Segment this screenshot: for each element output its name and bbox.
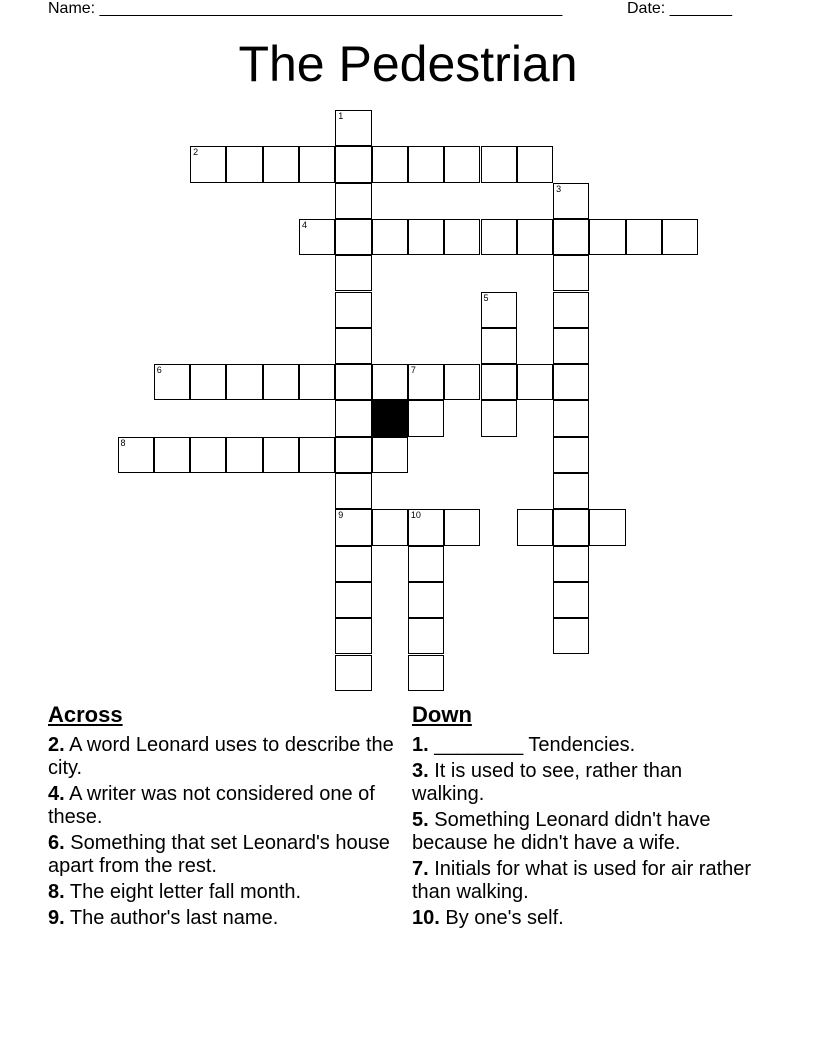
clue-number: 6	[156, 365, 162, 376]
grid-cell[interactable]	[408, 509, 444, 545]
grid-cell[interactable]	[335, 582, 371, 618]
grid-cell[interactable]	[553, 437, 589, 473]
clue-item-text: It is used to see, rather than walking.	[412, 760, 683, 805]
clue-number: 4	[302, 219, 308, 230]
grid-cell[interactable]	[299, 364, 335, 400]
grid-cell[interactable]	[481, 292, 517, 328]
clue-item-text: Something Leonard didn't have because he didn't have a wife.	[412, 809, 711, 854]
clue-item-text: The author's last name.	[64, 907, 279, 929]
grid-cell[interactable]	[372, 219, 408, 255]
grid-cell[interactable]	[154, 437, 190, 473]
clue-number: 1	[338, 111, 344, 121]
grid-cell[interactable]	[154, 364, 190, 400]
grid-cell[interactable]	[335, 328, 371, 364]
grid-cell[interactable]	[190, 437, 226, 473]
grid-cell[interactable]	[408, 219, 444, 255]
grid-cell[interactable]	[372, 509, 408, 545]
grid-cell[interactable]	[553, 582, 589, 618]
grid-cell[interactable]	[335, 618, 371, 654]
grid-cell[interactable]	[408, 655, 444, 691]
grid-cell[interactable]	[226, 437, 262, 473]
clue-number: 7	[410, 365, 416, 376]
clue-item-number: 5.	[412, 809, 429, 831]
grid-cell[interactable]	[444, 364, 480, 400]
grid-cell[interactable]	[372, 364, 408, 400]
grid-cell[interactable]	[372, 437, 408, 473]
date-field-label[interactable]: Date: _______	[627, 0, 732, 17]
grid-cell[interactable]	[335, 110, 371, 146]
clue-number: 9	[338, 510, 344, 521]
clue-item	[48, 907, 398, 930]
grid-cell[interactable]	[553, 328, 589, 364]
grid-cell[interactable]	[408, 582, 444, 618]
clue-item-number: 4.	[48, 783, 65, 805]
name-field-label[interactable]: Name: ____________________________________________________	[48, 0, 563, 17]
grid-cell[interactable]	[372, 146, 408, 182]
grid-cell[interactable]	[263, 437, 299, 473]
grid-cell[interactable]	[299, 437, 335, 473]
grid-cell[interactable]	[299, 219, 335, 255]
clue-item-text: Something that set Leonard's house apart from the rest.	[48, 832, 390, 877]
grid-cell[interactable]	[408, 146, 444, 182]
grid-cell[interactable]	[481, 364, 517, 400]
clue-item-text: A writer was not considered one of these.	[48, 783, 375, 828]
grid-cell[interactable]	[335, 255, 371, 291]
down-clue-list	[412, 734, 752, 930]
grid-cell[interactable]	[481, 219, 517, 255]
grid-cell[interactable]	[589, 219, 625, 255]
clue-item-number: 9.	[48, 907, 65, 929]
across-clues	[48, 702, 398, 933]
across-heading: Across	[48, 702, 123, 727]
grid-cell[interactable]	[118, 437, 154, 473]
clue-number: 8	[120, 437, 126, 448]
grid-cell[interactable]	[263, 364, 299, 400]
clue-item	[48, 881, 398, 904]
grid-cell[interactable]	[263, 146, 299, 182]
clue-item-text: A word Leonard uses to describe the city.	[48, 734, 394, 779]
grid-cell[interactable]	[408, 618, 444, 654]
grid-cell[interactable]	[299, 146, 335, 182]
grid-cell[interactable]	[190, 364, 226, 400]
grid-cell[interactable]	[335, 219, 371, 255]
grid-cell[interactable]	[444, 219, 480, 255]
grid-cell[interactable]	[553, 292, 589, 328]
grid-cell[interactable]	[553, 219, 589, 255]
clue-item-text: The eight letter fall month.	[64, 881, 302, 903]
grid-cell[interactable]	[335, 546, 371, 582]
grid-cell[interactable]	[335, 655, 371, 691]
black-square	[372, 400, 408, 436]
down-heading: Down	[412, 702, 472, 727]
clue-item	[412, 734, 752, 757]
grid-cell[interactable]	[190, 146, 226, 182]
grid-cell[interactable]	[444, 146, 480, 182]
clue-item-number: 6.	[48, 832, 65, 854]
clue-item	[48, 734, 398, 780]
grid-cell[interactable]	[335, 292, 371, 328]
grid-cell[interactable]	[335, 146, 371, 182]
grid-cell[interactable]	[589, 509, 625, 545]
clue-item	[412, 760, 752, 806]
clue-number: 3	[556, 183, 562, 194]
clue-item	[412, 907, 752, 930]
grid-cell[interactable]	[517, 509, 553, 545]
across-clue-list	[48, 734, 398, 930]
grid-cell[interactable]	[662, 219, 698, 255]
clue-item-number: 3.	[412, 760, 429, 782]
grid-cell[interactable]	[553, 364, 589, 400]
clue-item	[48, 783, 398, 829]
down-clues	[412, 702, 752, 933]
grid-cell[interactable]	[335, 400, 371, 436]
clue-number: 10	[410, 510, 421, 521]
grid-cell[interactable]	[481, 328, 517, 364]
grid-cell[interactable]	[517, 146, 553, 182]
clue-item	[412, 809, 752, 855]
clue-item-number: 10.	[412, 907, 440, 929]
grid-cell[interactable]	[335, 473, 371, 509]
grid-cell[interactable]	[335, 364, 371, 400]
clue-number: 5	[483, 292, 489, 303]
grid-cell[interactable]	[626, 219, 662, 255]
clue-item-number: 2.	[48, 734, 65, 756]
grid-cell[interactable]	[408, 546, 444, 582]
clue-item-text: ________ Tendencies.	[428, 734, 636, 756]
grid-cell[interactable]	[335, 183, 371, 219]
grid-cell[interactable]	[226, 146, 262, 182]
grid-cell[interactable]	[481, 400, 517, 436]
clue-item-number: 1.	[412, 734, 429, 756]
grid-cell[interactable]	[553, 509, 589, 545]
grid-cell[interactable]	[226, 364, 262, 400]
clue-item-number: 8.	[48, 881, 65, 903]
puzzle-title: The Pedestrian	[238, 36, 578, 92]
clue-item-text: Initials for what is used for air rather than walking.	[412, 858, 752, 903]
grid-cell[interactable]	[553, 546, 589, 582]
clue-item-text: By one's self.	[439, 907, 564, 929]
clue-item	[412, 858, 752, 904]
grid-cell[interactable]	[553, 400, 589, 436]
clue-number: 2	[193, 147, 199, 158]
grid-cell[interactable]	[481, 146, 517, 182]
grid-cell[interactable]	[444, 509, 480, 545]
grid-cell[interactable]	[408, 364, 444, 400]
grid-cell[interactable]	[517, 219, 553, 255]
grid-cell[interactable]	[553, 618, 589, 654]
grid-cell[interactable]	[335, 509, 371, 545]
grid-cell[interactable]	[335, 437, 371, 473]
grid-cell[interactable]	[517, 364, 553, 400]
grid-cell[interactable]	[408, 400, 444, 436]
grid-cell[interactable]	[553, 183, 589, 219]
clue-item	[48, 832, 398, 878]
clue-item-number: 7.	[412, 858, 429, 880]
grid-cell[interactable]	[553, 255, 589, 291]
grid-cell[interactable]	[553, 473, 589, 509]
